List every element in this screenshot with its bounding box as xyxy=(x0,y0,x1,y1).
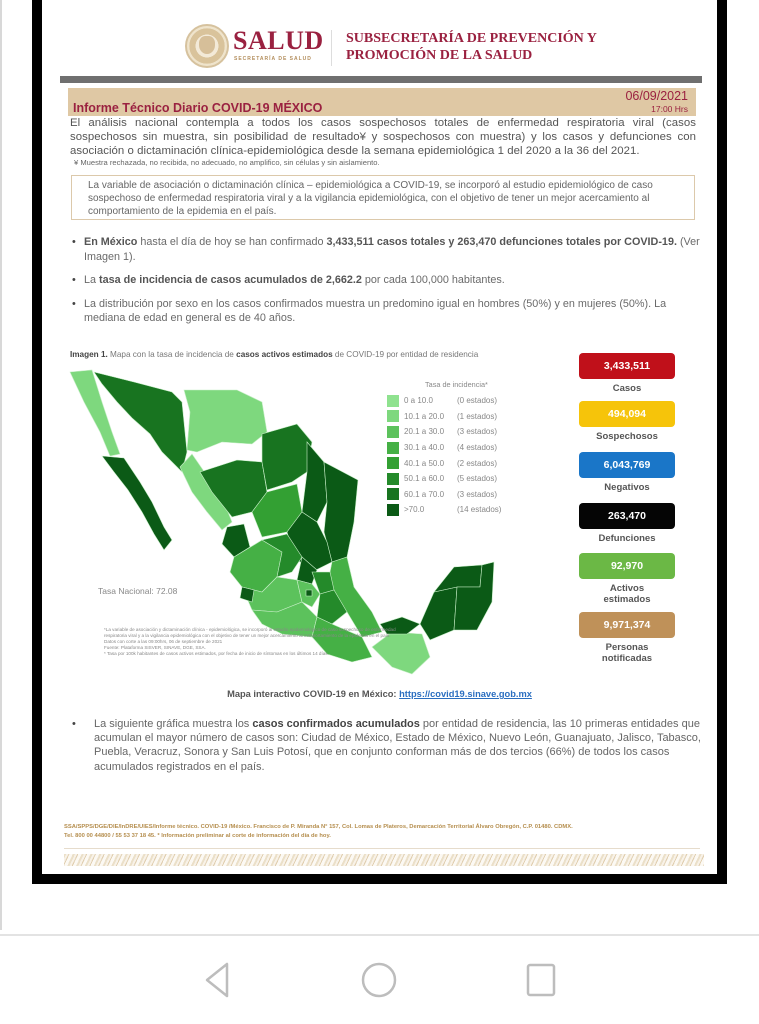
legend-count: (1 estados) xyxy=(457,411,498,421)
legend-range: 0 a 10.0 xyxy=(404,396,433,406)
bullet-text: (Ver Imagen 1). xyxy=(84,236,700,263)
stat-defunciones xyxy=(579,503,675,553)
legend-range: 20.1 a 30.0 xyxy=(404,427,445,437)
legend-title: Tasa de incidencia* xyxy=(425,380,488,389)
stat-personas-notificadas xyxy=(579,612,675,664)
decorative-pattern xyxy=(64,854,704,866)
map-notes xyxy=(104,627,404,657)
recents-icon xyxy=(523,960,559,1000)
subsecretaria-line-1: SUBSECRETARÍA DE PREVENCIÓN Y xyxy=(346,31,597,46)
legend-swatch xyxy=(387,410,399,422)
state-colima xyxy=(240,587,254,602)
bullet-text: por entidad de residencia, las 10 primeras entidades que acumulan el mayor número de casos son: Ciudad de México, Estado de México, Nuevo León, Guanajuato, Jalisco, Tabasco, Puebla, Veracruz, Sonora y San Luis Potosí, que en conjunto conforman más de dos tercios (66%) de todos los casos acumulados registrados en el país. xyxy=(94,718,701,773)
state-coahuila xyxy=(262,424,312,490)
legend-range: 10.1 a 20.0 xyxy=(404,411,445,421)
map-note: * Tasa por 100k habitantes de casos activos estimados, por fecha de inicio de síntomas en los últimos 14 días. xyxy=(104,651,329,656)
state-baja-california-sur xyxy=(102,456,172,550)
subsecretaria-title xyxy=(346,30,597,64)
stat-activos xyxy=(579,553,675,612)
legend-item xyxy=(387,487,537,503)
stat-casos xyxy=(579,353,675,401)
bullet-text: hasta el día de hoy se han confirmado xyxy=(137,236,327,248)
report-time: 17:00 Hrs xyxy=(651,104,688,114)
legend-swatch xyxy=(387,442,399,454)
report-title: Informe Técnico Diario COVID-19 MÉXICO xyxy=(73,101,323,115)
salud-logo-subtext: SECRETARÍA DE SALUD xyxy=(234,56,312,62)
legend-swatch xyxy=(387,488,399,500)
legend-swatch xyxy=(387,504,399,516)
legend-count: (5 estados) xyxy=(457,474,498,484)
report-date: 06/09/2021 xyxy=(625,89,688,103)
bullet-text: La siguiente gráfica muestra los xyxy=(94,718,253,730)
stat-negativos xyxy=(579,452,675,503)
bullet-text: La xyxy=(84,274,100,286)
back-button[interactable] xyxy=(196,958,240,1002)
legend-count: (3 estados) xyxy=(457,427,498,437)
caption-text: Mapa con la tasa de incidencia de xyxy=(107,350,237,359)
bullet-incidence xyxy=(72,273,702,288)
navbar-divider xyxy=(0,934,759,936)
screen-edge xyxy=(0,0,2,930)
legend-count: (3 estados) xyxy=(457,489,498,499)
legend-count: (2 estados) xyxy=(457,458,498,468)
legend-item xyxy=(387,440,537,456)
footer-divider xyxy=(64,848,700,849)
bullet-text-bold: 3,433,511 casos totales y 263,470 defunciones totales por COVID-19. xyxy=(326,236,677,248)
bullet-text-bold: En México xyxy=(84,236,138,248)
document-header xyxy=(42,18,717,74)
stat-value: 494,094 xyxy=(579,401,675,427)
map-note: Datos con corte a las 09:00hrs, 06 de septiembre de 2021 xyxy=(104,639,223,644)
caption-text: de COVID-19 por entidad de residencia xyxy=(332,350,479,359)
clinical-association-note: La variable de asociación o dictaminación clínica – epidemiológica a COVID-19, se incorporó al estudio epidemiológico de caso sospechoso de enfermedad respiratoria viral y a la vigilancia epidemiológica, con el objetivo de tener un mejor acercamiento al comportamiento de la epidemia en el país. xyxy=(71,175,695,220)
legend-range: 40.1 a 50.0 xyxy=(404,458,445,468)
national-rate: Tasa Nacional: 72.08 xyxy=(98,586,178,596)
bullet-text: por cada 100,000 habitantes. xyxy=(361,274,505,286)
stat-label: Sospechosos xyxy=(596,431,658,442)
interactive-map-link[interactable]: https://covid19.sinave.gob.mx xyxy=(399,689,532,699)
map-link-label: Mapa interactivo COVID-19 en México: xyxy=(227,689,400,699)
stat-label: Personas notificadas xyxy=(601,642,653,664)
back-icon xyxy=(201,960,235,1000)
legend-range: 60.1 a 70.0 xyxy=(404,489,445,499)
bullet-sex-distribution xyxy=(72,297,702,326)
recents-button[interactable] xyxy=(519,958,563,1002)
legend-range: 30.1 a 40.0 xyxy=(404,443,445,453)
bullet-confirmed xyxy=(72,235,702,264)
caption-bold: casos activos estimados xyxy=(236,350,333,359)
intro-paragraph: El análisis nacional contempla a todos los casos sospechosos totales de enfermedad respiratoria viral (casos sospechosos sin muestra, sin posibilidad de resultado¥ y sospechosos con muestra) y los casos y defunciones con asociación o dictaminación clínica-epidemiológica desde la semana epidemiológica 1 del 2020 a la 36 del 2021. xyxy=(70,117,696,157)
salud-logo: SALUD xyxy=(233,26,324,55)
legend-range: >70.0 xyxy=(404,505,425,515)
mexico-emblem-icon xyxy=(185,24,229,68)
document-frame xyxy=(32,0,727,884)
footer-line-1: SSA/SPPS/DGE/DIE/InDRE/UIES/Informe técnico. COVID-19 /México. Francisco de P. Miranda N° 157, Col. Lomas de Plateros, Demarcación Territorial Álvaro Obregón, C.P. 01480. CDMX. xyxy=(64,824,573,830)
document-page[interactable] xyxy=(42,0,717,874)
image-1-caption xyxy=(70,350,478,359)
document-footer xyxy=(64,823,704,841)
bullet-dot: • xyxy=(72,718,76,730)
header-bar xyxy=(60,76,702,83)
legend-item xyxy=(387,424,537,440)
legend-swatch xyxy=(387,457,399,469)
intro-footnote: ¥ Muestra rechazada, no recibida, no adecuado, no amplifico, sin células y sin aislamiento. xyxy=(74,158,380,167)
stats-column xyxy=(579,353,675,664)
stat-sospechosos xyxy=(579,401,675,452)
state-campeche xyxy=(420,587,457,640)
report-title-band xyxy=(68,88,696,116)
stat-value: 263,470 xyxy=(579,503,675,529)
stat-label: Negativos xyxy=(604,482,650,493)
legend-swatch xyxy=(387,473,399,485)
home-button[interactable] xyxy=(357,958,401,1002)
legend-count: (0 estados) xyxy=(457,396,498,406)
legend-count: (14 estados) xyxy=(457,505,502,515)
bullet-cumulative-cases xyxy=(72,717,702,774)
interactive-map-line xyxy=(42,689,717,699)
legend-swatch xyxy=(387,426,399,438)
legend-count: (4 estados) xyxy=(457,443,498,453)
stat-label: Activos estimados xyxy=(603,583,651,605)
legend-item xyxy=(387,393,537,409)
caption-bold: Imagen 1. xyxy=(70,350,108,359)
bullet-text-bold: tasa de incidencia de casos acumulados de 2,662.2 xyxy=(99,274,362,286)
legend-item xyxy=(387,502,537,518)
stat-value: 92,970 xyxy=(579,553,675,579)
bullet-text: La distribución por sexo en los casos confirmados muestra un predomino igual en hombres (50%) y en mujeres (50%). La mediana de edad en general es de 40 años. xyxy=(84,297,667,324)
legend-item xyxy=(387,455,537,471)
stat-value: 6,043,769 xyxy=(579,452,675,478)
stat-label: Casos xyxy=(612,383,642,394)
map-note: *La variable de asociación y dictaminación clínica - epidemiológica, se incorporó al estudio epidemiológico de caso sospechoso de enfermedad respiratoria viral y a la vigilancia epidemiológica con el objetivo de tener un mejor acercamiento al comportamiento de la epidemia en el país. xyxy=(104,627,396,638)
home-icon xyxy=(359,960,399,1000)
state-cdmx xyxy=(306,590,312,596)
state-tamaulipas xyxy=(324,462,358,562)
header-divider xyxy=(331,30,332,66)
stat-label: Defunciones xyxy=(598,533,656,544)
legend-range: 50.1 a 60.0 xyxy=(404,474,445,484)
legend-item xyxy=(387,471,537,487)
stat-value: 3,433,511 xyxy=(579,353,675,379)
stat-value: 9,971,374 xyxy=(579,612,675,638)
map-note: Fuente: Plataforma SISVER, SINAVE, DGE, SSA. xyxy=(104,645,206,650)
subsecretaria-line-2: PROMOCIÓN DE LA SALUD xyxy=(346,48,533,63)
legend-swatch xyxy=(387,395,399,407)
footer-line-2: Tel. 800 00 44800 / 55 53 37 18 45. * Información preliminar al corte de información del día de hoy. xyxy=(64,833,331,839)
summary-bullets xyxy=(72,235,702,335)
legend-item xyxy=(387,409,537,425)
state-chihuahua xyxy=(184,390,267,452)
bullet-text-bold: casos confirmados acumulados xyxy=(252,718,420,730)
map-legend xyxy=(387,380,537,518)
